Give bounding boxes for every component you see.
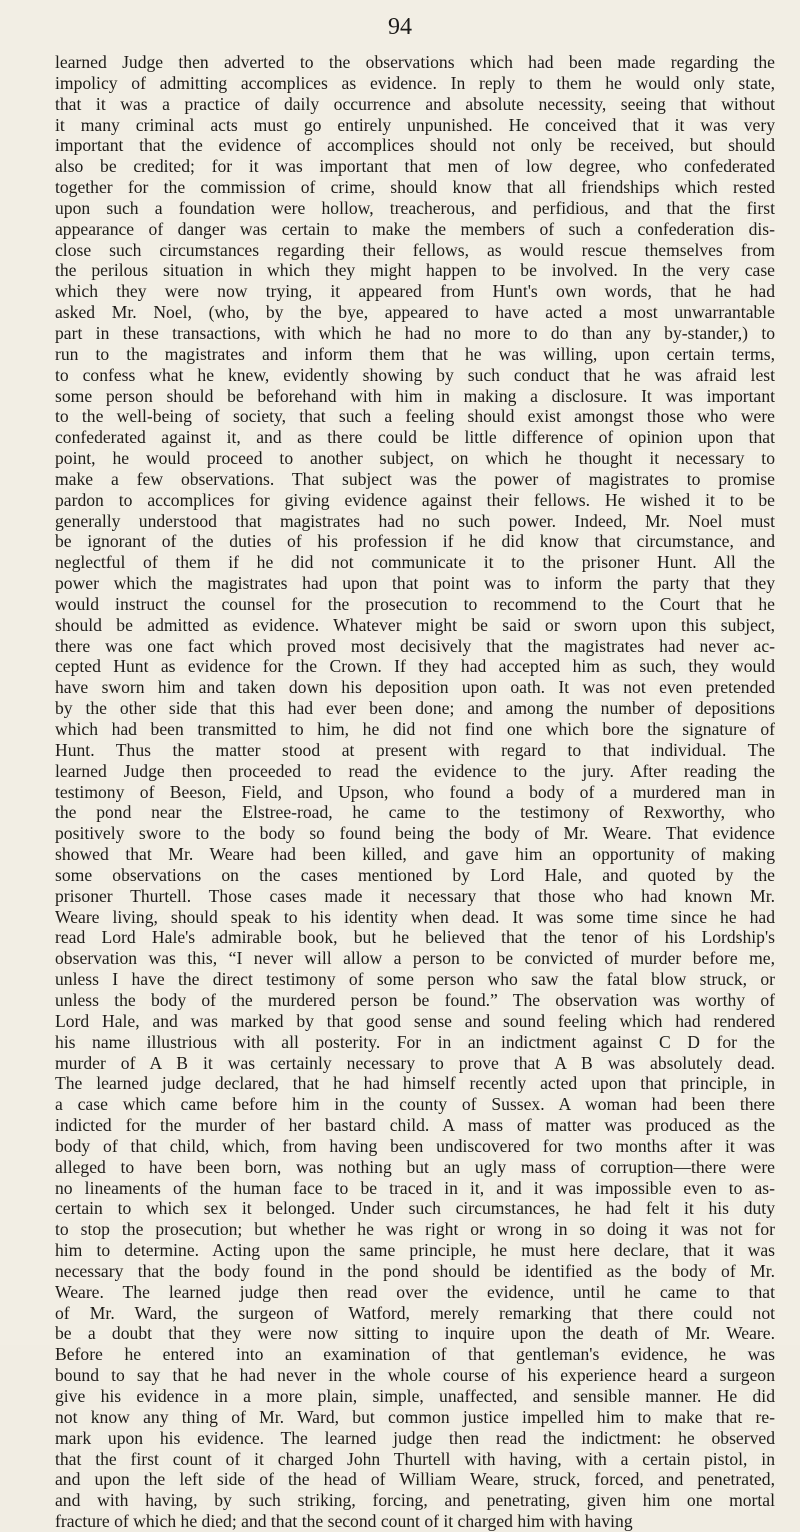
text-line: Hunt. Thus the matter stood at present with regard to that individual. The [55, 739, 775, 760]
text-line: which had been transmitted to him, he did not find one which bore the signature of [55, 719, 775, 739]
text-line: the pond near the Elstree-road, he came to the testimony of Rexworthy, who [55, 802, 775, 823]
text-line: learned Judge then adverted to the observations which had been made regarding the [55, 52, 775, 72]
text-line: Weare. The learned judge then read over the evidence, until he came to that [55, 1281, 775, 1302]
text-line: close such circumstances regarding their fellows, as would rescue themselves from [55, 239, 775, 260]
text-line: Lord Hale, and was marked by that good sense and sound feeling which had rendered [55, 1010, 775, 1031]
body-text [55, 52, 775, 1532]
text-line: no lineaments of the human face to be traced in it, and it was impossible even to as- [55, 1177, 775, 1198]
text-line: body of that child, which, from having been undiscovered for two months after it was [55, 1135, 775, 1156]
text-line: Before he entered into an examination of that gentleman's evidence, he was [55, 1344, 775, 1365]
text-line: alleged to have been born, was nothing but an ugly mass of corruption—there were [55, 1156, 775, 1177]
text-line: and with having, by such striking, forcing, and penetrating, given him one mortal [55, 1490, 775, 1511]
text-line: confederated against it, and as there could be little difference of opinion upon that [55, 427, 775, 448]
text-line: and upon the left side of the head of William Weare, struck, forced, and penetrated, [55, 1469, 775, 1490]
text-line: murder of A B it was certainly necessary to prove that A B was absolutely dead. [55, 1052, 775, 1073]
text-line: observation was this, “I never will allow a person to be convicted of murder before me, [55, 948, 775, 969]
text-line: point, he would proceed to another subject, on which he thought it necessary to [55, 448, 775, 469]
text-line: important that the evidence of accomplices should not only be received, but should [55, 135, 775, 156]
text-line: indicted for the murder of her bastard child. A mass of matter was produced as the [55, 1115, 775, 1136]
text-line: make a few observations. That subject was the power of magistrates to promise [55, 468, 775, 489]
text-line: mark upon his evidence. The learned judge then read the indictment: he observed [55, 1427, 775, 1448]
text-line: of Mr. Ward, the surgeon of Watford, merely remarking that there could not [55, 1302, 775, 1323]
text-line: which they were now trying, it appeared from Hunt's own words, that he had [55, 281, 775, 302]
text-line: the perilous situation in which they might happen to be involved. In the very case [55, 260, 775, 281]
text-line: generally understood that magistrates had no such power. Indeed, Mr. Noel must [55, 510, 775, 531]
text-line: learned Judge then proceeded to read the evidence to the jury. After reading the [55, 760, 775, 781]
text-line: to confess what he knew, evidently showing by such conduct that he was afraid lest [55, 364, 775, 385]
text-line: be ignorant of the duties of his profession if he did know that circumstance, and [55, 531, 775, 552]
text-line: positively swore to the body so found being the body of Mr. Weare. That evidence [55, 823, 775, 844]
text-line: read Lord Hale's admirable book, but he believed that the tenor of his Lordship's [55, 927, 775, 948]
text-line: that the first count of it charged John Thurtell with having, with a certain pistol, in [55, 1448, 775, 1469]
text-line: impolicy of admitting accomplices as evidence. In reply to them he would only state, [55, 72, 775, 93]
text-line: have sworn him and taken down his deposition upon oath. It was not even pretended [55, 677, 775, 698]
text-line: it many criminal acts must go entirely unpunished. He conceived that it was very [55, 114, 775, 135]
text-line: would instruct the counsel for the prosecution to recommend to the Court that he [55, 593, 775, 614]
text-line: bound to say that he had never in the whole course of his experience heard a surgeon [55, 1365, 775, 1386]
text-line: fracture of which he died; and that the second count of it charged him with having [55, 1511, 633, 1532]
text-line: unless I have the direct testimony of some person who saw the fatal blow struck, or [55, 969, 775, 990]
page-number: 94 [388, 14, 412, 40]
text-line: prisoner Thurtell. Those cases made it necessary that those who had known Mr. [55, 885, 775, 906]
text-line: run to the magistrates and inform them that he was willing, upon certain terms, [55, 343, 775, 364]
text-line: some observations on the cases mentioned by Lord Hale, and quoted by the [55, 864, 775, 885]
text-line: also be credited; for it was important that men of low degree, who confederated [55, 156, 775, 177]
text-line: to stop the prosecution; but whether he was right or wrong in so doing it was not for [55, 1219, 775, 1240]
text-line: by the other side that this had ever been done; and among the number of depositions [55, 698, 775, 719]
text-line: not know any thing of Mr. Ward, but common justice impelled him to make that re- [55, 1406, 775, 1427]
text-line: necessary that the body found in the pond should be identified as the body of Mr. [55, 1260, 775, 1281]
text-line: to the well-being of society, that such a feeling should exist amongst those who were [55, 406, 775, 427]
text-line: cepted Hunt as evidence for the Crown. If they had accepted him as such, they would [55, 656, 775, 677]
text-line: The learned judge declared, that he had himself recently acted upon that principle, in [55, 1073, 775, 1094]
text-line: Weare living, should speak to his identity when dead. It was some time since he had [55, 906, 775, 927]
text-line: there was one fact which proved most decisively that the magistrates had never ac- [55, 635, 775, 656]
text-line: him to determine. Acting upon the same principle, he must here declare, that it was [55, 1240, 775, 1261]
text-line: showed that Mr. Weare had been killed, and gave him an opportunity of making [55, 844, 775, 865]
text-line: some person should be beforehand with him in making a disclosure. It was important [55, 385, 775, 406]
text-line: give his evidence in a more plain, simple, unaffected, and sensible manner. He did [55, 1386, 775, 1406]
text-line: a case which came before him in the county of Sussex. A woman had been there [55, 1094, 775, 1115]
text-line: part in these transactions, with which he had no more to do than any by-stander,) to [55, 322, 775, 343]
text-line: pardon to accomplices for giving evidence against their fellows. He wished it to be [55, 489, 775, 510]
text-line: neglectful of them if he did not communicate it to the prisoner Hunt. All the [55, 552, 775, 573]
text-line: certain to which sex it belonged. Under such circumstances, he had felt it his duty [55, 1198, 775, 1219]
text-line: unless the body of the murdered person be found.” The observation was worthy of [55, 989, 775, 1010]
text-line: should be admitted as evidence. Whatever might be said or sworn upon this subject, [55, 614, 775, 635]
text-line: his name illustrious with all posterity. For in an indictment against C D for the [55, 1031, 775, 1052]
text-line: together for the commission of crime, should know that all friendships which rested [55, 177, 775, 198]
text-line: testimony of Beeson, Field, and Upson, who found a body of a murdered man in [55, 781, 775, 802]
text-line: that it was a practice of daily occurrence and absolute necessity, seeing that without [55, 93, 775, 114]
text-line: be a doubt that they were now sitting to inquire upon the death of Mr. Weare. [55, 1323, 775, 1344]
text-line: upon such a foundation were hollow, treacherous, and perfidious, and that the first [55, 197, 775, 218]
text-line: power which the magistrates had upon that point was to inform the party that they [55, 573, 775, 594]
text-line: appearance of danger was certain to make the members of such a confederation dis- [55, 218, 775, 239]
text-line: asked Mr. Noel, (who, by the bye, appeared to have acted a most unwarrantable [55, 302, 775, 323]
